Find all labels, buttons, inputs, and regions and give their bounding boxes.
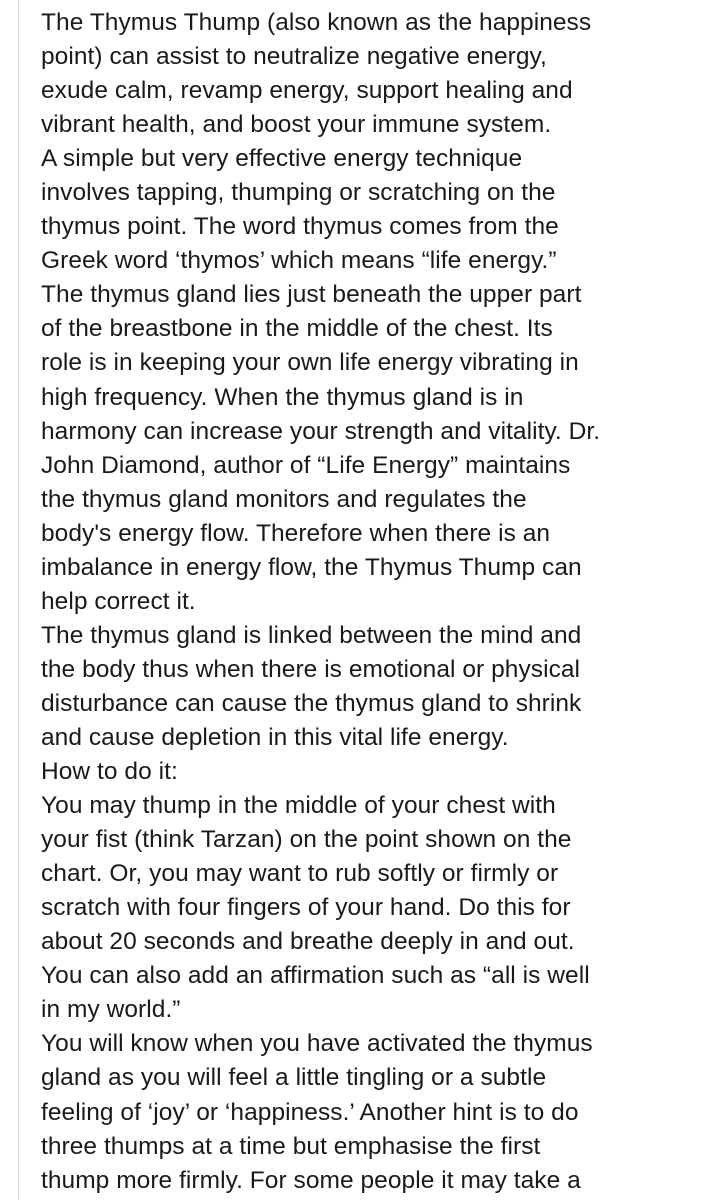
text-line: A simple but very effective energy technique <box>41 145 523 173</box>
text-line: in my world.” <box>41 996 181 1024</box>
post-body-text <box>41 6 701 1198</box>
text-line: three thumps at a time but emphasise the first <box>41 1132 541 1160</box>
text-line: You may thump in the middle of your chest with <box>41 792 556 820</box>
text-line: The thymus gland lies just beneath the upper part <box>41 281 582 309</box>
text-line: point) can assist to neutralize negative energy, <box>41 43 547 71</box>
text-line: vibrant health, and boost your immune system. <box>41 111 552 139</box>
text-line: involves tapping, thumping or scratching on the <box>41 179 556 207</box>
text-line: the thymus gland monitors and regulates the <box>41 485 527 513</box>
text-line: The thymus gland is linked between the mind and <box>41 621 582 649</box>
text-line: John Diamond, author of “Life Energy” maintains <box>41 451 571 479</box>
text-line: exude calm, revamp energy, support healing and <box>41 77 573 105</box>
text-line: your fist (think Tarzan) on the point shown on the <box>41 826 572 854</box>
text-line: role is in keeping your own life energy vibrating in <box>41 349 579 377</box>
left-border-divider <box>18 0 19 1200</box>
text-line: imbalance in energy flow, the Thymus Thump can <box>41 553 582 581</box>
text-line: help correct it. <box>41 587 196 615</box>
text-line: thymus point. The word thymus comes from the <box>41 213 559 241</box>
text-line: disturbance can cause the thymus gland to shrink <box>41 689 582 717</box>
text-line: feeling of ‘joy’ or ‘happiness.’ Another hint is to do <box>41 1098 579 1126</box>
text-line: high frequency. When the thymus gland is in <box>41 383 524 411</box>
text-line: about 20 seconds and breathe deeply in and out. <box>41 928 575 956</box>
text-line: chart. Or, you may want to rub softly or firmly or <box>41 860 559 888</box>
text-line: and cause depletion in this vital life energy. <box>41 723 509 751</box>
text-line: the body thus when there is emotional or physical <box>41 655 581 683</box>
text-line: You will know when you have activated the thymus <box>41 1030 593 1058</box>
text-line: The Thymus Thump (also known as the happiness <box>41 9 592 36</box>
text-line: of the breastbone in the middle of the chest. Its <box>41 315 553 343</box>
text-line: harmony can increase your strength and vitality. Dr. <box>41 417 601 445</box>
text-line: body's energy flow. Therefore when there is an <box>41 519 551 547</box>
text-line: gland as you will feel a little tingling or a subtle <box>41 1064 547 1092</box>
text-line: You can also add an affirmation such as “all is well <box>41 962 590 990</box>
text-line: scratch with four fingers of your hand. Do this for <box>41 894 571 922</box>
text-line: Greek word ‘thymos’ which means “life energy.” <box>41 247 557 275</box>
text-line: How to do it: <box>41 758 178 786</box>
text-line: thump more firmly. For some people it may take a <box>41 1166 581 1194</box>
